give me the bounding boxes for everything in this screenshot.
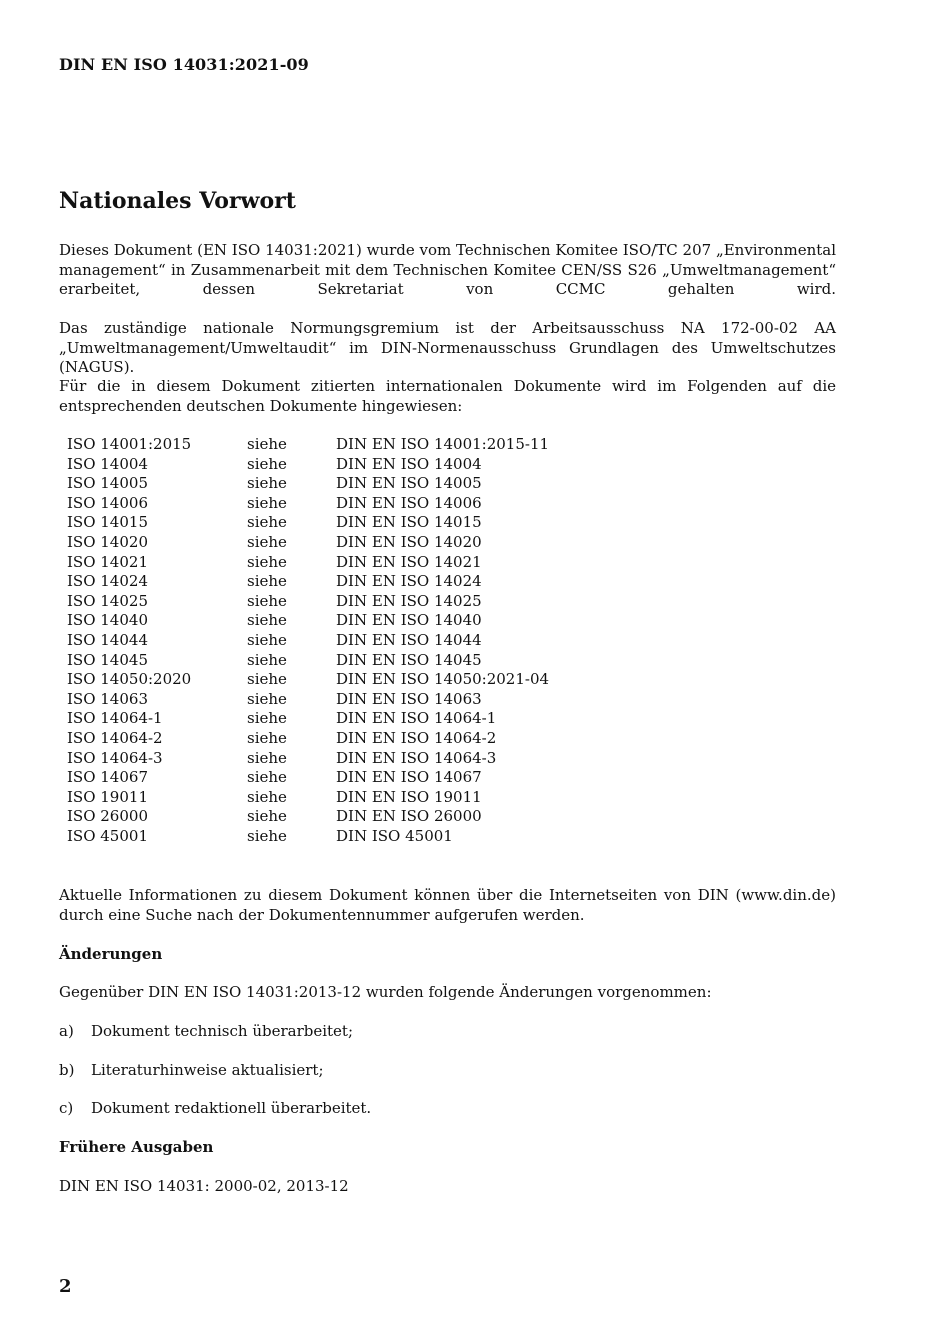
- siehe-label: siehe: [247, 670, 287, 689]
- table-row: [67, 807, 596, 827]
- previous-editions-text: DIN EN ISO 14031: 2000-02, 2013-12: [59, 1177, 349, 1195]
- iso-reference: ISO 14064-3: [67, 748, 163, 767]
- table-row: [67, 611, 596, 631]
- siehe-label: siehe: [247, 787, 287, 806]
- din-reference: DIN EN ISO 14064-1: [336, 709, 497, 728]
- siehe-label: siehe: [247, 728, 287, 747]
- iso-reference: ISO 26000: [67, 807, 148, 826]
- din-reference: DIN EN ISO 19011: [336, 787, 482, 806]
- list-item-text: Dokument redaktionell überarbeitet.: [91, 1099, 372, 1117]
- iso-reference: ISO 45001: [67, 826, 148, 845]
- table-row: [67, 553, 596, 573]
- siehe-label: siehe: [247, 611, 287, 630]
- list-marker: b): [59, 1061, 75, 1079]
- din-reference: DIN EN ISO 14004: [336, 454, 482, 473]
- din-reference: DIN EN ISO 14024: [336, 572, 482, 591]
- siehe-label: siehe: [247, 807, 287, 826]
- table-row: [67, 709, 596, 729]
- siehe-label: siehe: [247, 552, 287, 571]
- siehe-label: siehe: [247, 630, 287, 649]
- siehe-label: siehe: [247, 493, 287, 512]
- din-reference: DIN EN ISO 14045: [336, 650, 482, 669]
- iso-reference: ISO 14040: [67, 611, 148, 630]
- table-row: [67, 474, 596, 494]
- table-row: [67, 435, 596, 455]
- iso-reference: ISO 14050:2020: [67, 670, 192, 689]
- din-reference: DIN EN ISO 14025: [336, 591, 482, 610]
- siehe-label: siehe: [247, 572, 287, 591]
- table-row: [67, 690, 596, 710]
- table-row: [67, 513, 596, 533]
- iso-reference: ISO 14044: [67, 630, 148, 649]
- changes-heading: Änderungen: [59, 945, 163, 963]
- table-row: [67, 572, 596, 592]
- table-row: [67, 631, 596, 651]
- din-reference: DIN EN ISO 14067: [336, 768, 482, 787]
- iso-reference: ISO 14067: [67, 768, 148, 787]
- din-reference: DIN EN ISO 14006: [336, 493, 482, 512]
- paragraph-online-info: Aktuelle Informationen zu diesem Dokument können über die Internetseiten von DIN (www.din.de) durch eine Suche nach der Dokumentennummer aufgerufen werden.: [59, 886, 836, 924]
- iso-reference: ISO 14004: [67, 454, 148, 473]
- iso-reference: ISO 14015: [67, 513, 148, 532]
- siehe-label: siehe: [247, 532, 287, 551]
- iso-reference: ISO 14064-2: [67, 728, 163, 747]
- din-reference: DIN EN ISO 14015: [336, 513, 482, 532]
- siehe-label: siehe: [247, 768, 287, 787]
- iso-reference: ISO 14020: [67, 532, 148, 551]
- iso-reference: ISO 19011: [67, 787, 148, 806]
- table-row: [67, 670, 596, 690]
- din-reference: DIN EN ISO 14063: [336, 689, 482, 708]
- table-row: [67, 827, 596, 847]
- iso-reference: ISO 14001:2015: [67, 435, 192, 453]
- list-marker: c): [59, 1099, 74, 1117]
- siehe-label: siehe: [247, 513, 287, 532]
- siehe-label: siehe: [247, 474, 287, 493]
- list-marker: a): [59, 1022, 74, 1040]
- table-row: [67, 729, 596, 749]
- table-row: [67, 592, 596, 612]
- siehe-label: siehe: [247, 435, 287, 453]
- iso-reference: ISO 14024: [67, 572, 148, 591]
- siehe-label: siehe: [247, 709, 287, 728]
- table-row: [67, 749, 596, 769]
- changes-intro: Gegenüber DIN EN ISO 14031:2013-12 wurden folgende Änderungen vorgenommen:: [59, 983, 712, 1001]
- document-header-id: DIN EN ISO 14031:2021-09: [59, 55, 309, 74]
- iso-reference: ISO 14064-1: [67, 709, 163, 728]
- siehe-label: siehe: [247, 748, 287, 767]
- iso-reference: ISO 14006: [67, 493, 148, 512]
- iso-reference: ISO 14063: [67, 689, 148, 708]
- iso-reference: ISO 14021: [67, 552, 148, 571]
- table-row: [67, 768, 596, 788]
- table-row: [67, 788, 596, 808]
- siehe-label: siehe: [247, 650, 287, 669]
- previous-editions-heading: Frühere Ausgaben: [59, 1138, 214, 1156]
- reference-table: [67, 435, 596, 846]
- din-reference: DIN EN ISO 14050:2021-04: [336, 670, 550, 689]
- iso-reference: ISO 14025: [67, 591, 148, 610]
- din-reference: DIN EN ISO 14040: [336, 611, 482, 630]
- din-reference: DIN EN ISO 14044: [336, 630, 482, 649]
- table-row: [67, 455, 596, 475]
- siehe-label: siehe: [247, 826, 287, 845]
- iso-reference: ISO 14005: [67, 474, 148, 493]
- list-item: [59, 1022, 353, 1040]
- iso-reference: ISO 14045: [67, 650, 148, 669]
- list-item: [59, 1099, 371, 1117]
- list-item: [59, 1061, 324, 1079]
- din-reference: DIN EN ISO 14020: [336, 532, 482, 551]
- list-item-text: Literaturhinweise aktualisiert;: [91, 1061, 324, 1079]
- table-row: [67, 651, 596, 671]
- din-reference: DIN EN ISO 14064-2: [336, 728, 497, 747]
- paragraph-references-intro: Für die in diesem Dokument zitierten internationalen Dokumente wird im Folgenden auf die entsprechenden deutschen Dokumente hingewiesen:: [59, 377, 836, 415]
- din-reference: DIN EN ISO 14021: [336, 552, 482, 571]
- table-row: [67, 533, 596, 553]
- din-reference: DIN EN ISO 14001:2015-11: [336, 435, 550, 453]
- din-reference: DIN EN ISO 26000: [336, 807, 482, 826]
- paragraph-committee-info: Dieses Dokument (EN ISO 14031:2021) wurde vom Technischen Komitee ISO/TC 207 „Environmental management“ in Zusammenarbeit mit dem Technischen Komitee CEN/SS S26 „Umweltmanagement“ erarbeitet, dessen Sekretariat von CCMC gehalten wird.: [59, 241, 836, 298]
- list-item-text: Dokument technisch überarbeitet;: [91, 1022, 354, 1040]
- din-reference: DIN EN ISO 14064-3: [336, 748, 497, 767]
- page-number: 2: [59, 1276, 72, 1297]
- din-reference: DIN ISO 45001: [336, 826, 453, 845]
- siehe-label: siehe: [247, 689, 287, 708]
- section-title: Nationales Vorwort: [59, 188, 296, 214]
- din-reference: DIN EN ISO 14005: [336, 474, 482, 493]
- table-row: [67, 494, 596, 514]
- paragraph-national-committee: Das zuständige nationale Normungsgremium ist der Arbeitsausschuss NA 172-00-02 AA „Umweltmanagement/Umweltaudit“ im DIN-Normenausschuss Grundlagen des Umweltschutzes (NAGUS).: [59, 319, 836, 376]
- siehe-label: siehe: [247, 454, 287, 473]
- siehe-label: siehe: [247, 591, 287, 610]
